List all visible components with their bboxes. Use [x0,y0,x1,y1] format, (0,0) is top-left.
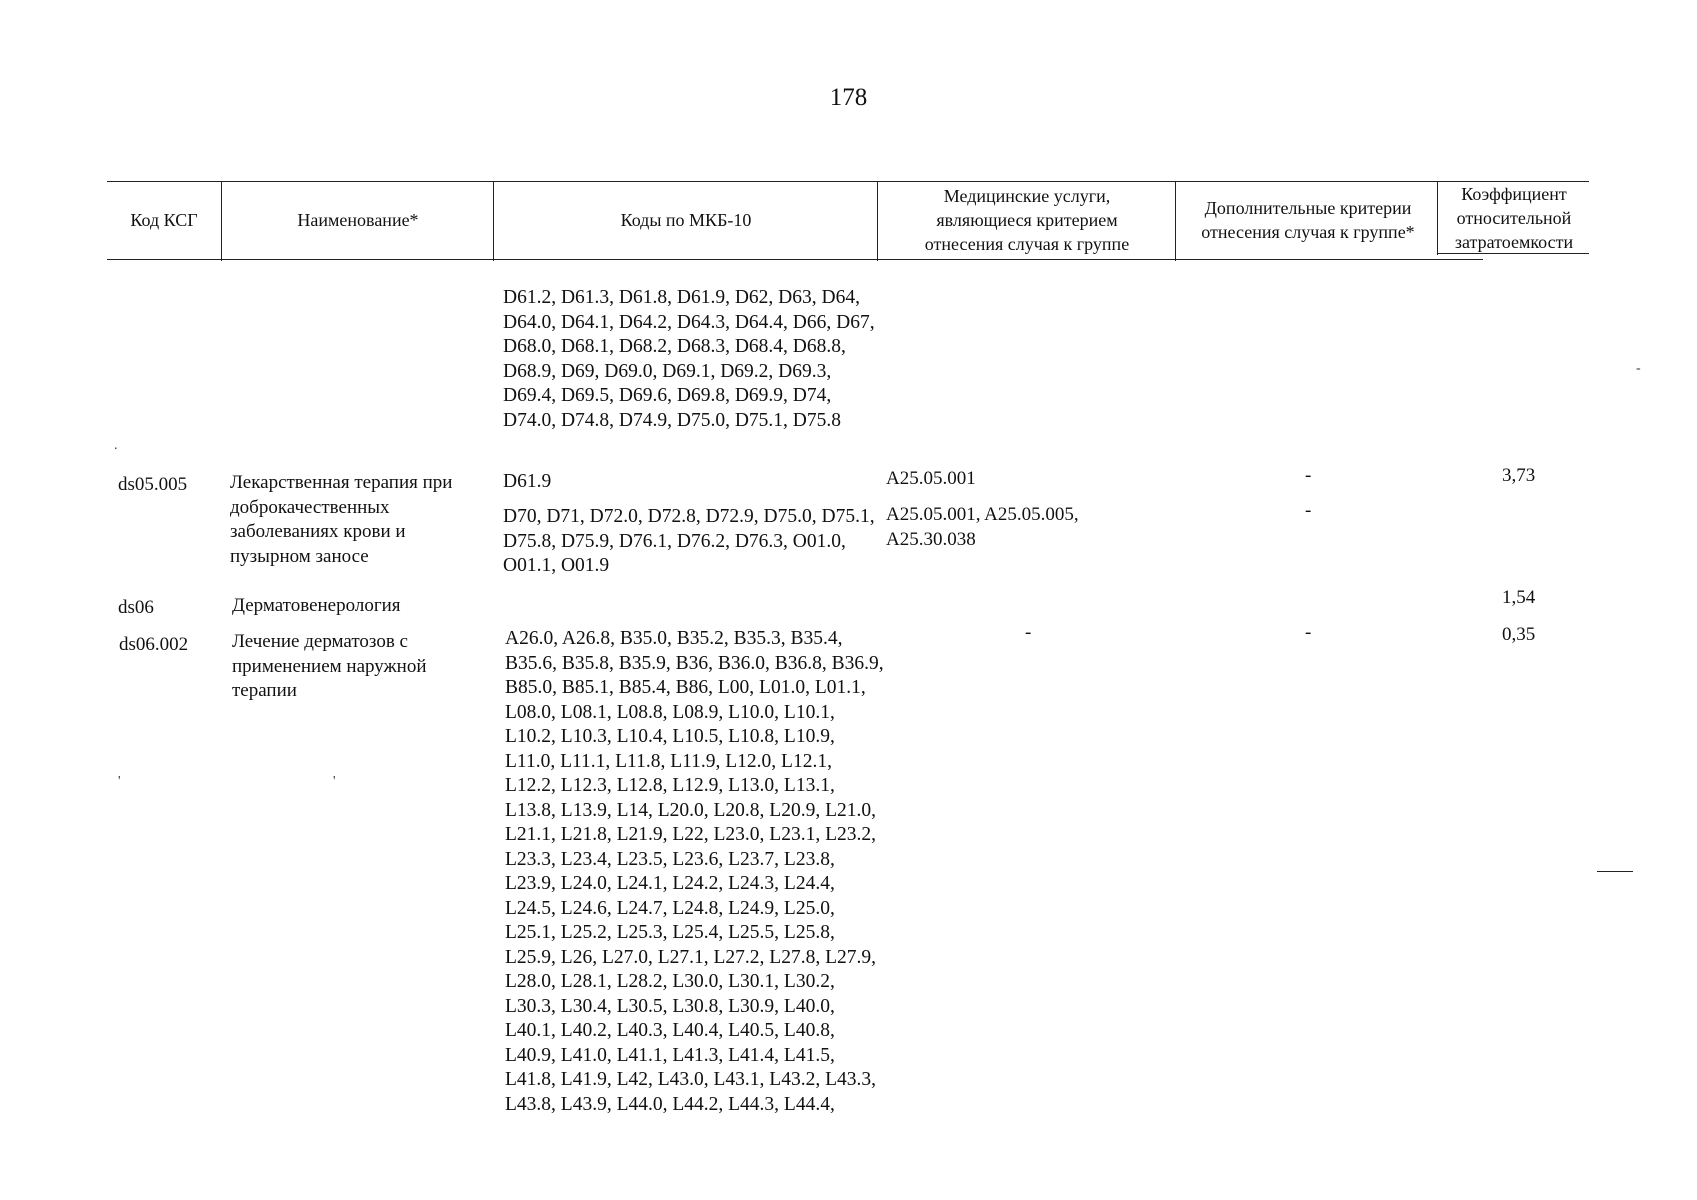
col-divider [221,181,222,261]
icd-codes-ds05-005-a: D61.9 [503,471,552,492]
ksg-name-ds06-002: Лечение дерматозов с применением наружной терапии [232,631,427,701]
col-divider [1437,181,1438,255]
scan-speck: . [114,438,118,453]
header-icd10: Коды по МКБ-10 [620,210,752,230]
extra-criteria-ds06-002: - [1305,622,1312,643]
ksg-code-ds06: ds06 [118,597,154,618]
header-code-ksg: Код КСГ [130,210,198,230]
header-name: Наименование* [297,210,419,230]
ksg-name-ds06: Дерматовенерология [232,595,401,616]
header-bottom-border [107,259,1483,260]
services-ds05-005-a: A25.05.001 [886,468,976,489]
header-extra-criteria: Дополнительные критерии отнесения случая к группе* [1201,198,1415,242]
icd-codes-continuation: D61.2, D61.3, D61.8, D61.9, D62, D63, D64, D64.0, D64.1, D64.2, D64.3, D64.4, D66, D67, D68.0, D68.1, D68.2, D68.3, D68.4, D68.8, D68.9, D69, D69.0, D69.1, D69.2, D69.3, D69.4, D69.5, D69.6, D69.8, D69.9, D74, D74.0, D74.8, D74.9, D75.0, D75.1, D75.8 [503,287,875,431]
scan-speck: ' [118,774,121,789]
header-coefficient: Коэффициент относительной затратоемкости [1454,184,1574,252]
page-number: 178 [829,84,868,111]
col-divider [1175,181,1176,261]
col-divider [877,181,878,261]
header-services: Медицинские услуги, являющиеся критерием отнесения случая к группе [924,186,1130,254]
coefficient-ds06: 1,54 [1502,587,1536,608]
icd-codes-ds05-005-b: D70, D71, D72.0, D72.8, D72.9, D75.0, D75.1, D75.8, D75.9, D76.1, D76.2, D76.3, O01.0, O01.1, O01.9 [503,506,875,576]
extra-criteria-ds05-005-b: - [1305,500,1312,521]
coefficient-ds06-002: 0,35 [1502,624,1536,645]
col-divider [493,181,494,261]
scan-speck: - [1636,361,1641,376]
services-ds06-002: - [1025,622,1032,643]
coefficient-ds05-005: 3,73 [1502,465,1536,486]
scan-speck: ' [333,774,336,789]
ksg-name-ds05-005: Лекарственная терапия при доброкачественных заболеваниях крови и пузырном заносе [230,472,453,567]
services-ds05-005-b: A25.05.001, A25.05.005, A25.30.038 [886,504,1079,550]
extra-criteria-ds05-005-a: - [1305,465,1312,486]
scan-edge-mark [1597,871,1633,872]
icd-codes-ds06-002: A26.0, A26.8, B35.0, B35.2, B35.3, B35.4, B35.6, B35.8, B35.9, B36, B36.0, B36.8, B36.9, B85.0, B85.1, B85.4, B86, L00, L01.0, L01.1, L08.0, L08.1, L08.8, L08.9, L10.0, L10.1, L10.2, L10.3, L10.4, L10.5, L10.8, L10.9, L11.0, L11.1, L11.8, L11.9, L12.0, L12.1, L12.2, L12.3, L12.8, L12.9, L13.0, L13.1, L13.8, L13.9, L14, L20.0, L20.8, L20.9, L21.0, L21.1, L21.8, L21.9, L22, L23.0, L23.1, L23.2, L23.3, L23.4, L23.5, L23.6, L23.7, L23.8, L23.9, L24.0, L24.1, L24.2, L24.3, L24.4, L24.5, L24.6, L24.7, L24.8, L24.9, L25.0, L25.1, L25.2, L25.3, L25.4, L25.5, L25.8, L25.9, L26, L27.0, L27.1, L27.2, L27.8, L27.9, L28.0, L28.1, L28.2, L30.0, L30.1, L30.2, L30.3, L30.4, L30.5, L30.8, L30.9, L40.0, L40.1, L40.2, L40.3, L40.4, L40.5, L40.8, L40.9, L41.0, L41.1, L41.3, L41.4, L41.5, L41.8, L41.9, L42, L43.0, L43.1, L43.2, L43.3, L43.8, L43.9, L44.0, L44.2, L44.3, L44.4, [505,628,884,1115]
ksg-code-ds06-002: ds06.002 [119,634,189,655]
ksg-code-ds05-005: ds05.005 [118,474,188,495]
